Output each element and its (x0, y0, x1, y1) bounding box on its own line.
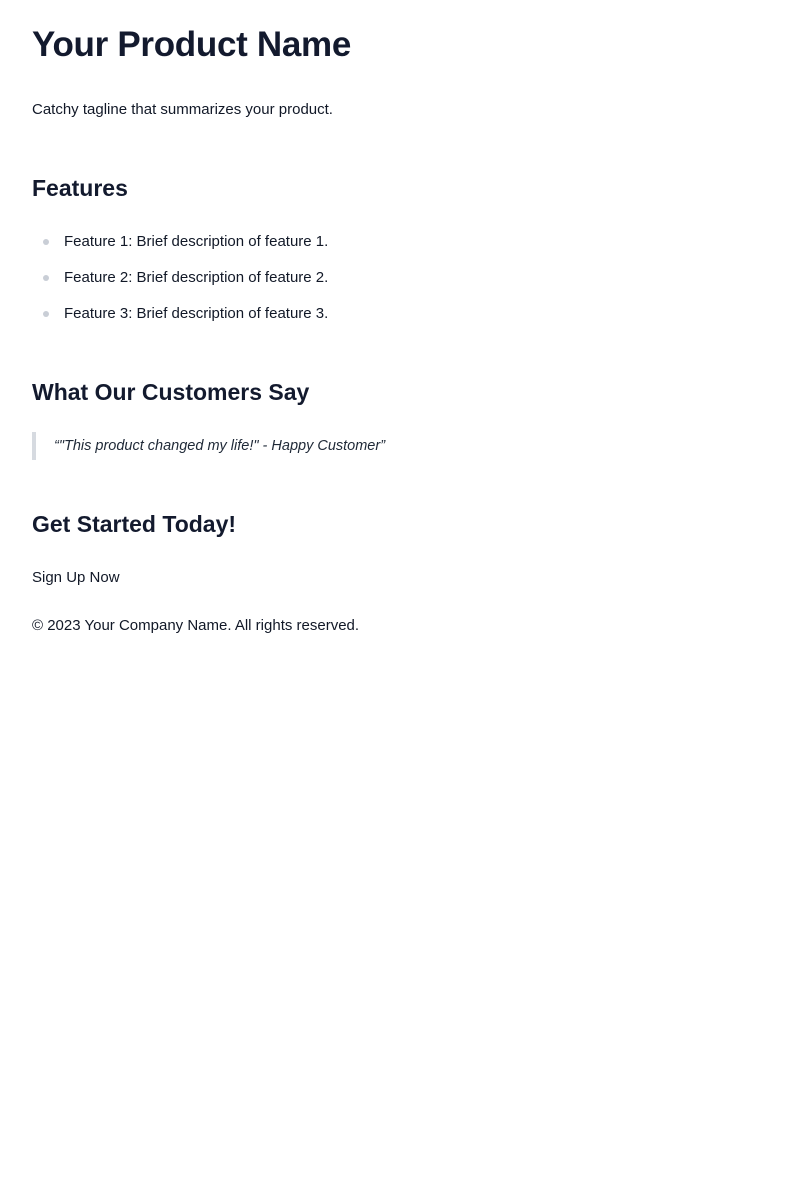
testimonial-quote: “"This product changed my life!" - Happy Customer” (32, 432, 385, 460)
list-item (32, 230, 328, 254)
feature-text: Feature 2: Brief description of feature 2. (64, 269, 329, 286)
feature-text: Feature 1: Brief description of feature 1. (64, 233, 329, 250)
feature-text: Feature 3: Brief description of feature 3. (64, 305, 329, 322)
bullet-icon (43, 275, 49, 281)
bullet-icon (43, 311, 49, 317)
list-item (32, 302, 328, 326)
page-title: Your Product Name (32, 25, 352, 64)
footer-copyright: © 2023 Your Company Name. All rights reserved. (32, 617, 360, 634)
list-item (32, 266, 328, 290)
testimonials-heading: What Our Customers Say (32, 379, 310, 405)
tagline: Catchy tagline that summarizes your product. (32, 101, 333, 118)
feature-list (32, 230, 328, 338)
sign-up-link[interactable]: Sign Up Now (32, 569, 120, 586)
bullet-icon (43, 239, 49, 245)
cta-heading: Get Started Today! (32, 511, 237, 537)
features-heading: Features (32, 175, 128, 201)
